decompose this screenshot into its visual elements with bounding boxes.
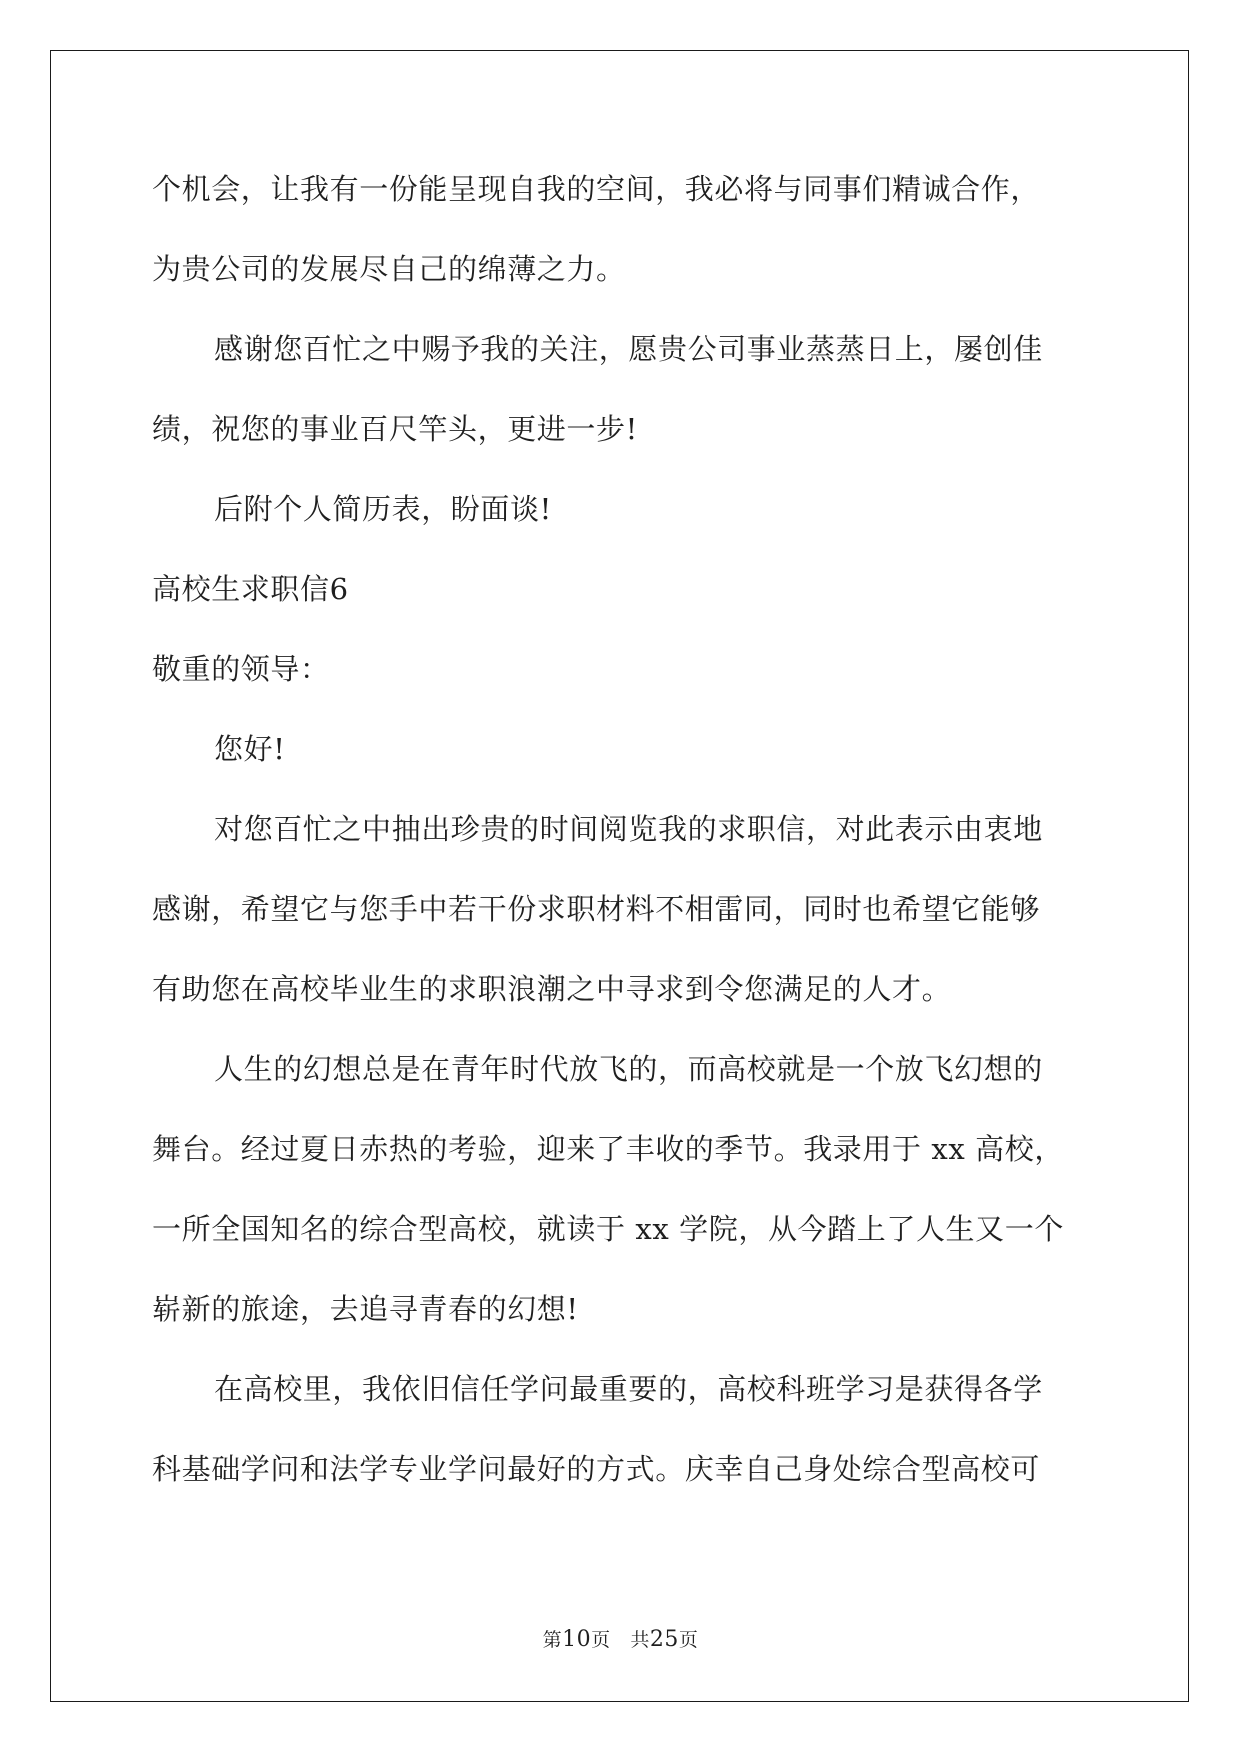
paragraph-start: 对您百忙之中抽出珍贵的时间阅览我的求职信，对此表示由衷地 bbox=[214, 812, 1043, 846]
footer-total-suffix: 页 bbox=[678, 1629, 699, 1651]
current-page-number: 10 bbox=[562, 1627, 592, 1652]
section-heading: 高校生求职信6 bbox=[152, 572, 349, 606]
paragraph-start: 后附个人简历表，盼面谈! bbox=[214, 492, 552, 526]
greeting: 您好! bbox=[214, 732, 286, 766]
text-line: 舞台。经过夏日赤热的考验，迎来了丰收的季节。我录用于 xx 高校， bbox=[152, 1132, 1064, 1166]
footer-total-prefix: 共 bbox=[630, 1629, 650, 1651]
page-footer bbox=[0, 1625, 1241, 1652]
document-body bbox=[152, 163, 1097, 1523]
paragraph-start: 在高校里，我依旧信任学问最重要的，高校科班学习是获得各学 bbox=[214, 1372, 1043, 1406]
footer-page-suffix: 页 bbox=[591, 1629, 611, 1651]
paragraph-start: 感谢您百忙之中赐予我的关注，愿贵公司事业蒸蒸日上，屡创佳 bbox=[214, 332, 1043, 366]
text-line: 感谢，希望它与您手中若干份求职材料不相雷同，同时也希望它能够 bbox=[152, 892, 1041, 926]
text-line: 个机会，让我有一份能呈现自我的空间，我必将与同事们精诚合作， bbox=[152, 172, 1041, 206]
text-line: 一所全国知名的综合型高校，就读于 xx 学院，从今踏上了人生又一个 bbox=[152, 1212, 1064, 1246]
salutation: 敬重的领导： bbox=[152, 652, 330, 686]
text-line: 绩，祝您的事业百尺竿头，更进一步! bbox=[152, 412, 638, 446]
text-line: 为贵公司的发展尽自己的绵薄之力。 bbox=[152, 252, 626, 286]
text-line: 有助您在高校毕业生的求职浪潮之中寻求到令您满足的人才。 bbox=[152, 972, 952, 1006]
total-pages-number: 25 bbox=[649, 1627, 679, 1652]
text-line: 崭新的旅途，去追寻青春的幻想! bbox=[152, 1292, 579, 1326]
text-line: 科基础学问和法学专业学问最好的方式。庆幸自己身处综合型高校可 bbox=[152, 1452, 1041, 1486]
footer-prefix: 第 bbox=[542, 1629, 563, 1651]
paragraph-start: 人生的幻想总是在青年时代放飞的，而高校就是一个放飞幻想的 bbox=[214, 1052, 1043, 1086]
